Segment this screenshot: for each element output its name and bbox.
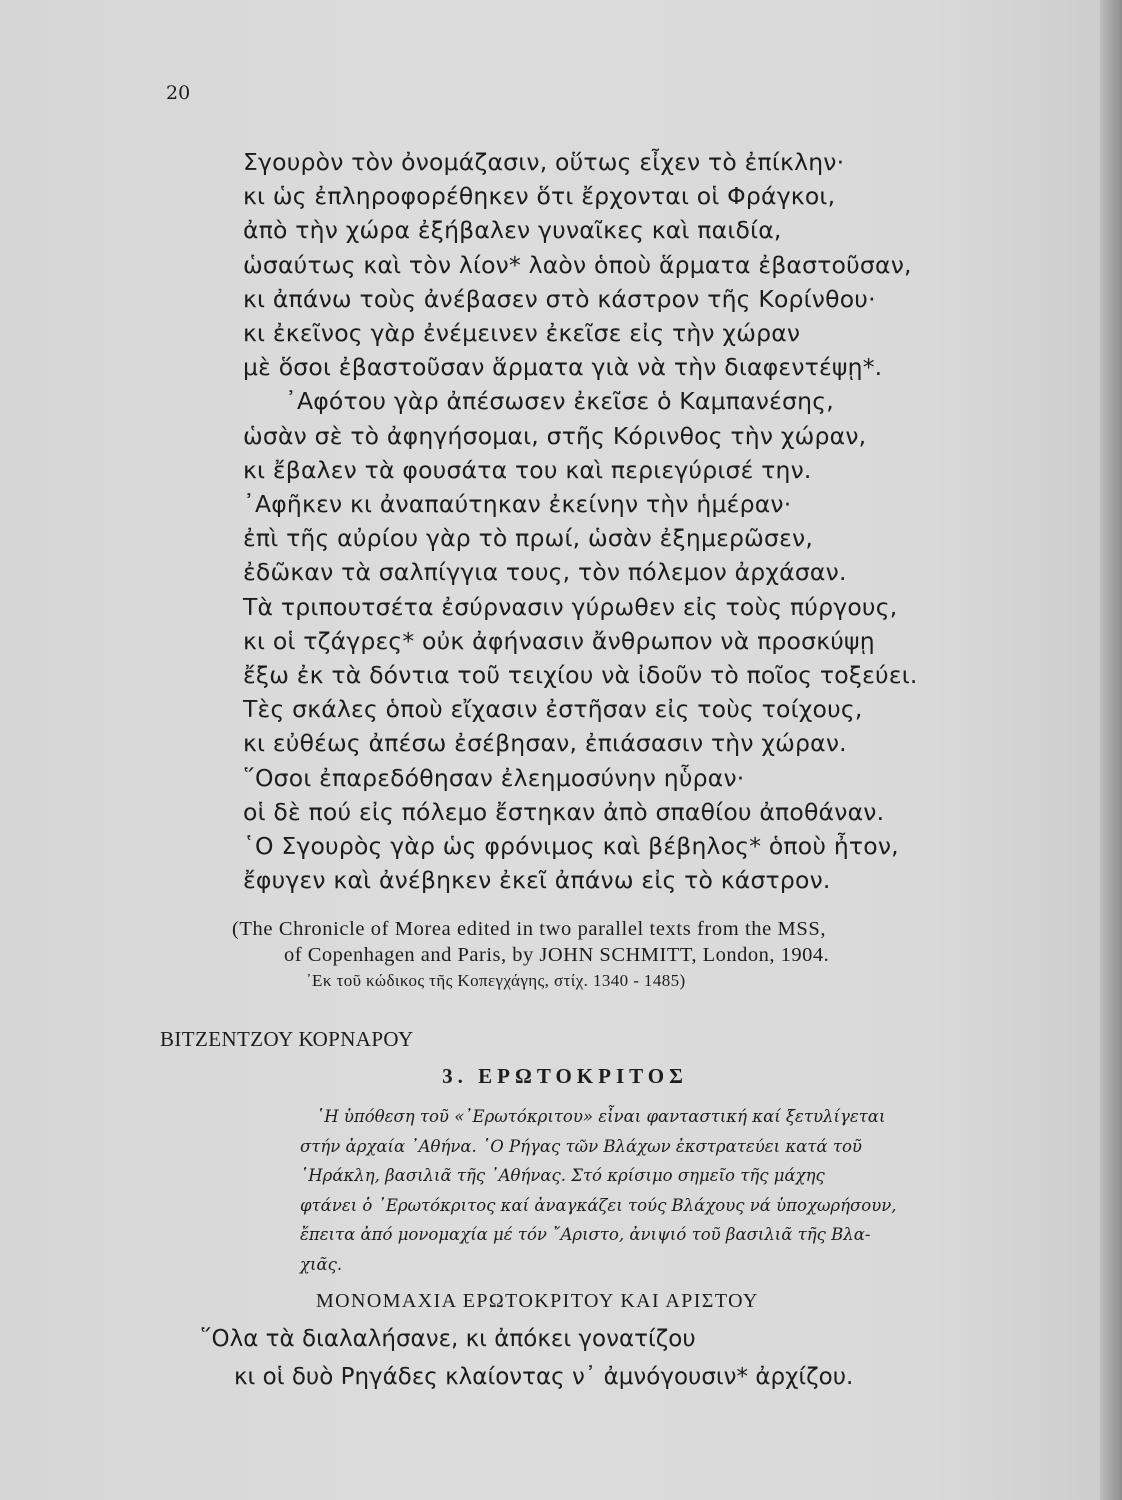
poem-line: κι ἐκεῖνος γὰρ ἐνέμεινεν ἐκεῖσε εἰς τὴν χώραν	[243, 319, 801, 348]
poem-line: κι ὡς ἐπληροφορέθηκεν ὅτι ἔρχονται οἱ Φράγκοι,	[243, 182, 836, 211]
work-title: 3. ΕΡΩΤΟΚΡΙΤΟΣ	[442, 1064, 688, 1088]
poem-line: ῾Ο Σγουρὸς γὰρ ὡς φρόνιμος καὶ βέβηλος* ὁποὺ ἦτον,	[243, 832, 899, 861]
source-citation	[232, 916, 1032, 994]
erotokritos-stanza	[200, 1320, 1020, 1396]
summary-line: χιᾶς.	[300, 1254, 343, 1274]
poem-line: Τὰ τριπουτσέτα ἐσύρνασιν γύρωθεν εἰς τοὺς πύργους,	[243, 592, 898, 621]
section-subtitle: ΜΟΝΟΜΑΧΙΑ ΕΡΩΤΟΚΡΙΤΟΥ ΚΑΙ ΑΡΙΣΤΟΥ	[316, 1290, 759, 1312]
citation-line: ᾿Εκ τοῦ κώδικος τῆς Κοπεγχάγης, στίχ. 1340 - 1485)	[306, 971, 686, 990]
citation-line: (The Chronicle of Morea edited in two parallel texts from the MSS,	[232, 918, 827, 940]
poem-line: ᾿Αφῆκεν κι ἀναπαύτηκαν ἐκείνην τὴν ἡμέραν·	[243, 490, 792, 519]
page-number: 20	[166, 82, 191, 104]
poem-line: ὡσαύτως καὶ τὸν λίον* λαὸν ὁποὺ ἅρματα ἐβαστοῦσαν,	[243, 250, 912, 279]
poem-line: κι ἀπάνω τοὺς ἀνέβασεν στὸ κάστρον τῆς Κορίνθου·	[243, 284, 876, 313]
chronicle-poem	[243, 145, 1033, 897]
poem-line: ἀπὸ τὴν χώρα ἐξήβαλεν γυναῖκες καὶ παιδία,	[243, 216, 782, 245]
summary-line: ἔπειτα ἀπό μονομαχία μέ τόν ῎Αριστο, ἀνιψιό τοῦ βασιλιᾶ τῆς Βλα-	[300, 1225, 871, 1244]
poem-line: ἔφυγεν καὶ ἀνέβηκεν ἐκεῖ ἀπάνω εἰς τὸ κάστρον.	[243, 866, 831, 895]
poem-line: ᾿Αφότου γὰρ ἀπέσωσεν ἐκεῖσε ὁ Καμπανέσης,	[285, 387, 834, 416]
summary-line: φτάνει ὁ ᾿Ερωτόκριτος καί ἀναγκάζει τούς Βλάχους νά ὑποχωρήσουν,	[300, 1195, 897, 1215]
citation-line: of Copenhagen and Paris, by JOHN SCHMITT, London, 1904.	[284, 944, 830, 966]
poem-line: ἐπὶ τῆς αὐρίου γὰρ τὸ πρωί, ὡσὰν ἐξημερῶσεν,	[243, 524, 814, 553]
poem-line: Σγουρὸν τὸν ὀνομάζασιν, οὕτως εἶχεν τὸ ἐπίκλην·	[243, 148, 845, 176]
poem-line: Τὲς σκάλες ὁποὺ εἴχασιν ἐστῆσαν εἰς τοὺς τοίχους,	[243, 695, 863, 724]
summary-line: ῾Η ὑπόθεση τοῦ «᾿Ερωτόκριτου» εἶναι φανταστική καί ξετυλίγεται	[316, 1107, 886, 1126]
poem-line: ἔξω ἐκ τὰ δόντια τοῦ τειχίου νὰ ἰδοῦν τὸ ποῖος τοξεύει.	[243, 661, 918, 690]
poem-line: κι ἔβαλεν τὰ φουσάτα του καὶ περιεγύρισέ την.	[243, 455, 812, 484]
summary-line: ῾Ηράκλη, βασιλιᾶ τῆς ᾿Αθήνας. Στό κρίσιμο σημεῖο τῆς μάχης	[300, 1166, 825, 1185]
poem-line: ἐδῶκαν τὰ σαλπίγγια τους, τὸν πόλεμον ἀρχάσαν.	[243, 558, 847, 587]
summary-line: στήν ἀρχαία ᾿Αθήνα. ῾Ο Ρήγας τῶν Βλάχων ἐκστρατεύει κατά τοῦ	[300, 1136, 862, 1156]
stanza-line: κι οἱ δυὸ Ρηγάδες κλαίοντας ν᾿ ἀμνόγουσιν* ἀρχίζου.	[234, 1364, 854, 1390]
stanza-line: ῞Ολα τὰ διαλαλήσανε, κι ἀπόκει γονατίζου	[200, 1326, 696, 1352]
poem-line: οἱ δὲ πού εἰς πόλεμο ἔστηκαν ἀπὸ σπαθίου ἀποθάναν.	[243, 797, 885, 826]
poem-line: ὡσὰν σὲ τὸ ἀφηγήσομαι, στῆς Κόρινθος τὴν χώραν,	[243, 421, 867, 450]
author-heading: ΒΙΤΖΕΝΤΖΟΥ ΚΟΡΝΑΡΟΥ	[160, 1027, 414, 1051]
poem-line: κι εὐθέως ἀπέσω ἐσέβησαν, ἐπιάσασιν τὴν χώραν.	[243, 729, 847, 758]
poem-line: ῞Οσοι ἐπαρεδόθησαν ἐλεημοσύνην ηὗραν·	[243, 763, 745, 792]
poem-line: κι οἱ τζάγρες* οὐκ ἀφήνασιν ἄνθρωπον νὰ προσκύψῃ	[243, 626, 875, 655]
poem-line: μὲ ὅσοι ἐβαστοῦσαν ἅρματα γιὰ νὰ τὴν διαφεντέψῃ*.	[243, 353, 883, 382]
summary-paragraph	[300, 1102, 980, 1279]
page-spine-shadow	[1100, 0, 1122, 1500]
